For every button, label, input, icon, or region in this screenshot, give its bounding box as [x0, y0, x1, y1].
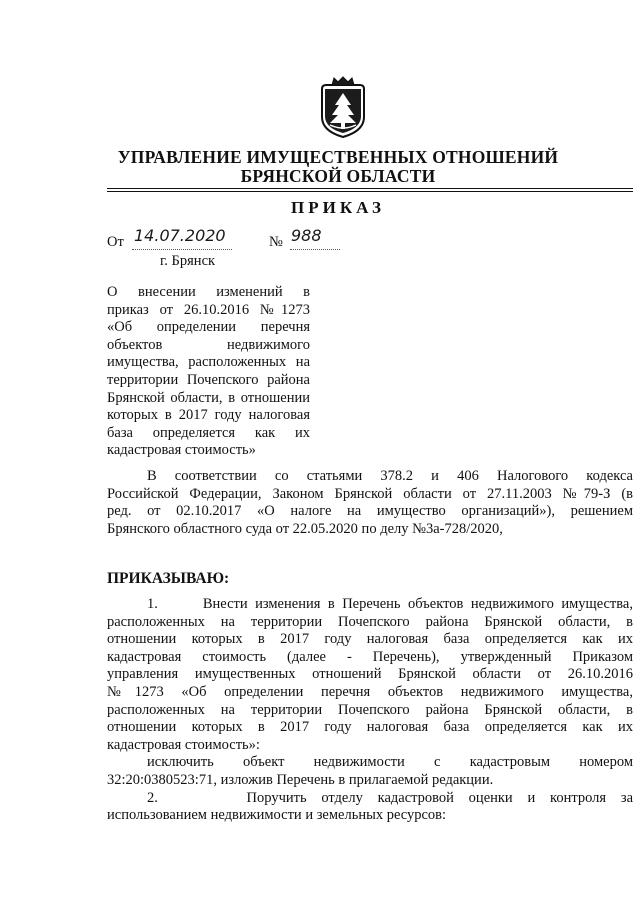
handwritten-number: 988	[291, 226, 322, 245]
order-subject	[107, 284, 310, 460]
item-1-line: отношении которых в 2017 году налоговая база определяется как их	[107, 719, 633, 736]
preamble-line: ред. от 02.10.2017 «О налоге на имущество организаций»), решением	[107, 503, 633, 520]
subject-line: Брянской области, в отношении	[107, 389, 310, 406]
item-1-sub-line: 32:20:0380523:71, изложив Перечень в прилагаемой редакции.	[107, 771, 494, 788]
item-1-line: кадастровая стоимость»:	[107, 736, 260, 753]
date-label: От	[107, 234, 124, 250]
subject-line: кадастровая стоимость»	[107, 442, 256, 459]
subject-line: объектов недвижимого	[107, 336, 310, 353]
city-label: г. Брянск	[160, 253, 216, 269]
organization-name-line2: БРЯНСКОЙ ОБЛАСТИ	[240, 166, 436, 186]
preamble-line: Брянского областного суда от 22.05.2020 по делу №3а-728/2020,	[107, 520, 503, 537]
number-label: №	[269, 234, 283, 250]
subject-line: имущества, расположенных на	[107, 354, 310, 371]
item-2-line: 2. Поручить отделу кадастровой оценки и контроля за	[147, 789, 633, 806]
item-1-sub-line: исключить объект недвижимости с кадастровым номером	[147, 754, 633, 771]
item-1-line: расположенных на территории Почепского района Брянской области, в	[107, 613, 633, 630]
item-1-line: управления имущественных отношений Брянской области от 26.10.2016	[107, 666, 633, 683]
coat-of-arms-emblem	[318, 75, 368, 139]
header-divider-top	[107, 188, 633, 189]
preamble-line: Российской Федерации, Законом Брянской области от 27.11.2003 №79-З (в	[107, 485, 633, 502]
subject-line: «Об определении перечня	[107, 319, 310, 336]
item-1-line: кадастровая стоимость (далее - Перечень), утвержденный Приказом	[107, 648, 633, 665]
date-underline	[132, 249, 232, 250]
preamble-line: В соответствии со статьями 378.2 и 406 Налогового кодекса	[147, 468, 633, 484]
item-1-line: отношении которых в 2017 году налоговая база определяется как их	[107, 631, 633, 648]
order-heading: ПРИКАЗЫВАЮ:	[107, 570, 230, 587]
subject-line: территории Почепского района	[107, 371, 310, 388]
order-item-1	[107, 596, 633, 825]
subject-line: база определяется как их	[107, 424, 310, 441]
item-2-line: использованием недвижимости и земельных ресурсов:	[107, 807, 447, 824]
number-underline	[290, 249, 340, 250]
item-1-line: №1273 «Об определении перечня объектов недвижимого имущества,	[107, 683, 633, 700]
subject-line: приказ от 26.10.2016 №1273	[107, 301, 310, 318]
preamble-paragraph	[107, 468, 633, 538]
header-divider-bottom	[107, 191, 633, 192]
item-1-line: расположенных на территории Почепского района Брянской области, в	[107, 701, 633, 718]
document-title: ПРИКАЗ	[291, 198, 385, 217]
handwritten-date: 14.07.2020	[134, 226, 226, 245]
subject-line: О внесении изменений в	[107, 284, 310, 300]
item-1-line: 1. Внести изменения в Перечень объектов недвижимого имущества,	[147, 596, 633, 612]
organization-name-line1: УПРАВЛЕНИЕ ИМУЩЕСТВЕННЫХ ОТНОШЕНИЙ	[117, 147, 559, 167]
subject-line: которых в 2017 году налоговая	[107, 407, 310, 424]
